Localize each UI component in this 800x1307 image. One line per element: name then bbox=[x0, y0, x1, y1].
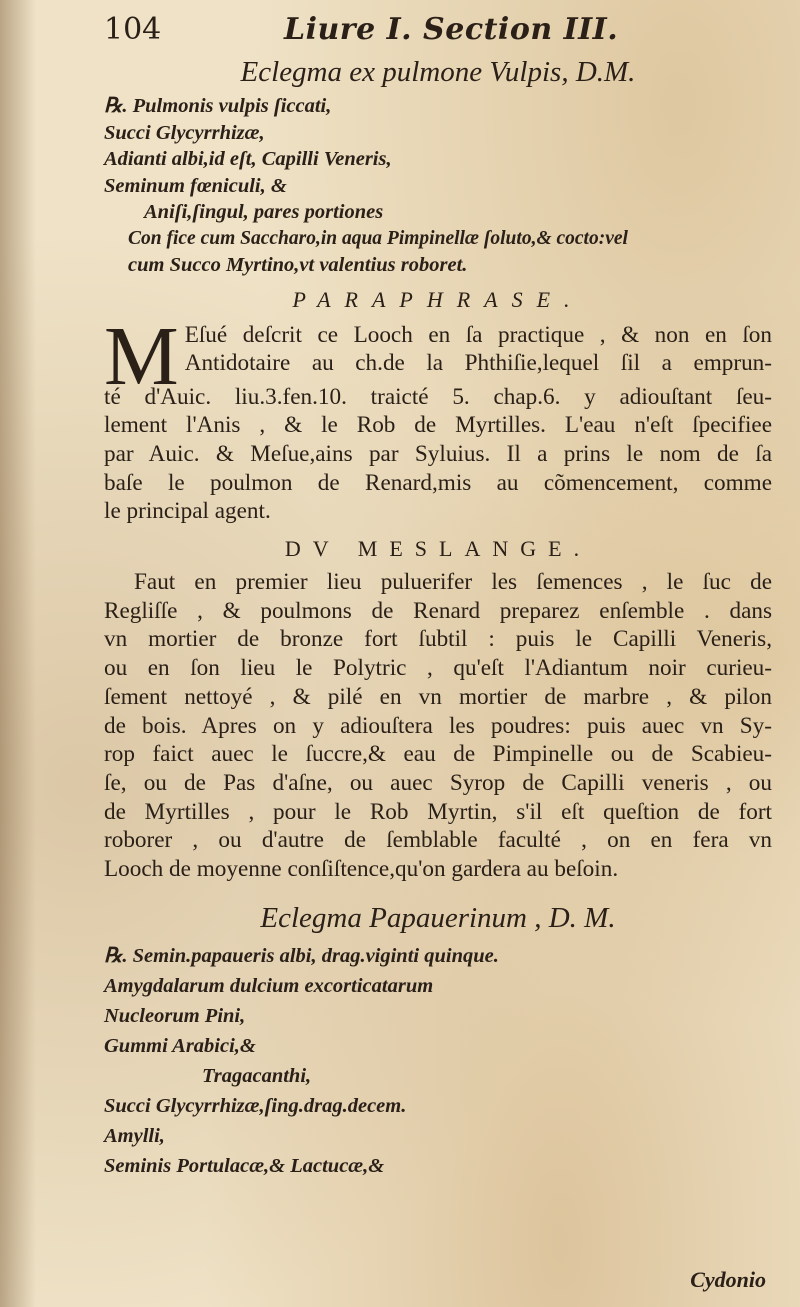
recipe1-line: ℞. Pulmonis vulpis ſiccati, bbox=[104, 95, 332, 117]
recipe1-line: cum Succo Myrtino,vt valentius roboret. bbox=[128, 254, 468, 276]
paragraph-line: par Auic. & Meſue,ains par Syluius. Il a prins le nom de ſa bbox=[104, 440, 772, 467]
paragraph-line: le principal agent. bbox=[104, 498, 271, 525]
recipe1-line: Con fice cum Saccharo,in aqua Pimpinellæ ſoluto,& cocto:vel bbox=[128, 227, 628, 249]
paragraph-line: ſe, ou de Pas d'aſne, ou auec Syrop de Capilli veneris , ou bbox=[104, 769, 772, 796]
paragraph-line: de bois. Apres on y adiouſtera les poudres: puis auec vn Sy- bbox=[104, 712, 772, 739]
paragraph-line: rop faict auec le ſuccre,& eau de Pimpinelle ou de Scabieu- bbox=[104, 741, 772, 768]
recipe2-line: Tragacanthi, bbox=[202, 1064, 312, 1087]
recipe2-title: Eclegma Papauerinum , D. M. bbox=[260, 901, 616, 934]
paragraph-line: lement l'Anis , & le Rob de Myrtilles. L'eau n'eſt ſpecifiee bbox=[104, 412, 772, 439]
recipe2-line: Nucleorum Pini, bbox=[104, 1004, 246, 1027]
paragraph-line: baſe le poulmon de Renard,mis au cõmencement, comme bbox=[104, 469, 772, 496]
recipe2-ingredients bbox=[104, 941, 772, 1181]
drop-cap: M bbox=[104, 309, 179, 403]
paragraph-line: Eſué deſcrit ce Looch en ſa practique , & non en ſon bbox=[184, 321, 772, 348]
paragraph-line: Regliſſe , & poulmons de Renard preparez enſemble . dans bbox=[104, 597, 772, 624]
paragraph-line: Faut en premier lieu puluerifer les ſemences , le ſuc de bbox=[134, 569, 772, 596]
running-title: Liure I. Section III. bbox=[284, 12, 619, 47]
meslange-paragraph bbox=[104, 568, 772, 884]
recipe2-line: Amylli, bbox=[104, 1124, 165, 1147]
recipe1-line: Adianti albi,id eſt, Capilli Veneris, bbox=[104, 148, 392, 170]
page-gutter-shadow bbox=[0, 0, 36, 1307]
page-number: 104 bbox=[104, 12, 162, 47]
recipe2-line: Seminis Portulacæ,& Lactucæ,& bbox=[104, 1154, 385, 1177]
recipe1-ingredients bbox=[104, 93, 772, 279]
paragraph-line: Antidotaire au ch.de la Phthiſie,lequel ſil a emprun- bbox=[184, 350, 772, 377]
recipe1-line: Seminum fœniculi, & bbox=[104, 174, 287, 197]
paragraph-line: ſement nettoyé , & pilé en vn mortier de marbre , & pilon bbox=[104, 683, 772, 710]
paragraph-line: roborer , ou d'autre de ſemblable faculté , on en fera vn bbox=[104, 827, 772, 854]
meslange-heading: DV MESLANGE. bbox=[284, 536, 592, 562]
recipe1-title: Eclegma ex pulmone Vulpis, D.M. bbox=[240, 56, 636, 88]
paragraph-line: Looch de moyenne conſiſtence,qu'on gardera au beſoin. bbox=[104, 856, 619, 883]
catchword: Cydonio bbox=[690, 1267, 766, 1292]
paragraph-line: té d'Auic. liu.3.fen.10. traicté 5. chap.6. y adiouſtant ſeu- bbox=[104, 383, 772, 410]
recipe2-line: ℞. Semin.papaueris albi, drag.viginti quinque. bbox=[104, 944, 499, 967]
paragraph-line: ou en ſon lieu le Polytric , qu'eſt l'Adiantum noir curieu- bbox=[104, 655, 772, 682]
paraphrase-paragraph bbox=[104, 309, 772, 527]
paragraph-line: vn mortier de bronze fort ſubtil : puis le Capilli Veneris, bbox=[104, 626, 772, 653]
recipe1-line: Aniſi,ſingul, pares portiones bbox=[144, 201, 384, 223]
recipe2-line: Succi Glycyrrhizæ,ſing.drag.decem. bbox=[104, 1094, 407, 1117]
paraphrase-heading: PARAPHRASE. bbox=[292, 286, 584, 312]
paragraph-line: de Myrtilles , pour le Rob Myrtin, s'il eſt queſtion de fort bbox=[104, 798, 772, 825]
running-head bbox=[104, 12, 772, 54]
recipe2-line: Gummi Arabici,& bbox=[104, 1034, 256, 1057]
recipe2-line: Amygdalarum dulcium excorticatarum bbox=[104, 974, 434, 997]
recipe1-line: Succi Glycyrrhizæ, bbox=[104, 121, 265, 144]
